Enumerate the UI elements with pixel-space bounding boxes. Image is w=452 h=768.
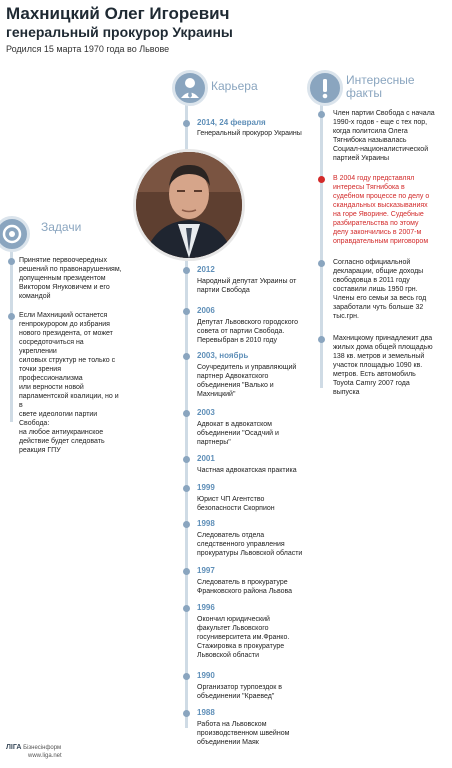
career-dot [183,410,190,417]
facts-timeline-line [320,104,323,388]
brand-sub: Бiзнесiнформ [23,745,62,751]
career-dot [183,353,190,360]
brand-url[interactable]: www.liga.net [28,753,62,759]
career-year: 1996 [197,603,215,612]
career-year: 1988 [197,708,215,717]
career-icon [172,70,208,106]
career-text: Частная адвокатская практика [197,467,297,474]
career-dot [183,485,190,492]
task-text: Если Махницкий останется генпрокурором до избрания нового президента, от может сосредоточиться на укреплении силовых структур не только с точки зрения профессионализма или верности новой парламентской коалиции, но и в свете идеологии партии Свобода: на любое антиукраинское действие будет следовать реакция ГПУ [19,312,119,454]
career-year: 2006 [197,306,215,315]
fact-dot [318,260,325,267]
career-dot [183,673,190,680]
task-text: Принятие первоочередных решений по правонарушениям, допущенным президентом Виктором Януковичем и его командой [19,257,122,300]
footer-brand [6,744,62,760]
career-year: 2012 [197,265,215,274]
career-text: Юрист ЧП Агентство безопасности Скорпион [197,496,275,512]
fact-dot [318,336,325,343]
page-title: Махницкий Олег Игоревич [6,4,230,23]
task-dot [8,258,15,265]
career-year: 1997 [197,566,215,575]
career-dot [183,120,190,127]
career-text: Депутат Львовского городского совета от партии Свобода. Перевыбран в 2010 году [197,319,298,344]
fact-dot [318,111,325,118]
career-year: 2001 [197,454,215,463]
career-dot [183,605,190,612]
career-year: 2014, 24 февраля [197,118,266,127]
career-text: Следователь в прокуратуре Франковского района Львова [197,579,293,595]
fact-text-highlight: В 2004 году представлял интересы Тягнибока в судебном процессе по делу о скандальных высказываниях на горе Яворине. Судебные разбирательства по этому делу закончились в 2007-м оправдательным приговором [333,175,430,245]
facts-title-line1: Интересные [346,73,415,87]
career-dot [183,267,190,274]
career-dot [183,456,190,463]
career-text: Следователь отдела следственного управления прокуратуры Львовской области [197,532,303,557]
career-year: 2003, ноябрь [197,351,249,360]
portrait-photo [133,149,245,261]
career-year: 1999 [197,483,215,492]
career-dot [183,308,190,315]
career-text: Народный депутат Украины от партии Свобода [197,278,297,294]
career-dot [183,710,190,717]
career-text: Работа на Львовском производственном швейном объединении Маяк [197,721,290,746]
fact-dot-highlight [318,176,325,183]
facts-icon [307,70,343,106]
brand-logo: ЛIГА [6,744,22,751]
task-dot [8,313,15,320]
fact-text: Член партии Свобода с начала 1990-х годов - еще с тех пор, когда политсила Олега Тягнибока называлась Социал-националистической партией Украины [333,110,435,162]
page-subtitle: генеральный прокурор Украины [6,24,233,40]
career-year: 1998 [197,519,215,528]
tasks-icon [0,216,30,252]
fact-text: Махницкому принадлежит два жилых дома общей площадью 138 кв. метров и земельный участок площадью 1090 кв. метров. Есть автомобиль Toyota Camry 2007 года выпуска [333,335,433,396]
career-text: Адвокат в адвокатском объединении "Осадчий и партнеры" [197,421,279,446]
career-year: 1990 [197,671,215,680]
birth-info: Родился 15 марта 1970 года во Львове [6,44,170,54]
career-text: Окончил юридический факультет Львовского госуниверситета им.Франко. Стажировка в прокуратуре Львовской области [197,616,290,659]
tasks-title: Задачи [41,220,82,234]
career-title: Карьера [211,79,258,93]
career-dot [183,568,190,575]
career-dot [183,521,190,528]
career-text: Соучредитель и управляющий партнер Адвокатского объединения "Валько и Махницкий" [197,364,297,398]
fact-text: Согласно официальной декларации, общие доходы свободовца в 2011 году составили лишь 1950 грн. Члены его семьи за весь год заработали чуть больше 32 тыс.грн. [333,259,427,320]
facts-title-line2: факты [346,86,383,100]
career-year: 2003 [197,408,215,417]
career-text: Генеральный прокурор Украины [197,130,302,137]
tasks-timeline-line [10,246,13,422]
career-text: Организатор турпоездок в объединении "Краевед" [197,684,282,700]
